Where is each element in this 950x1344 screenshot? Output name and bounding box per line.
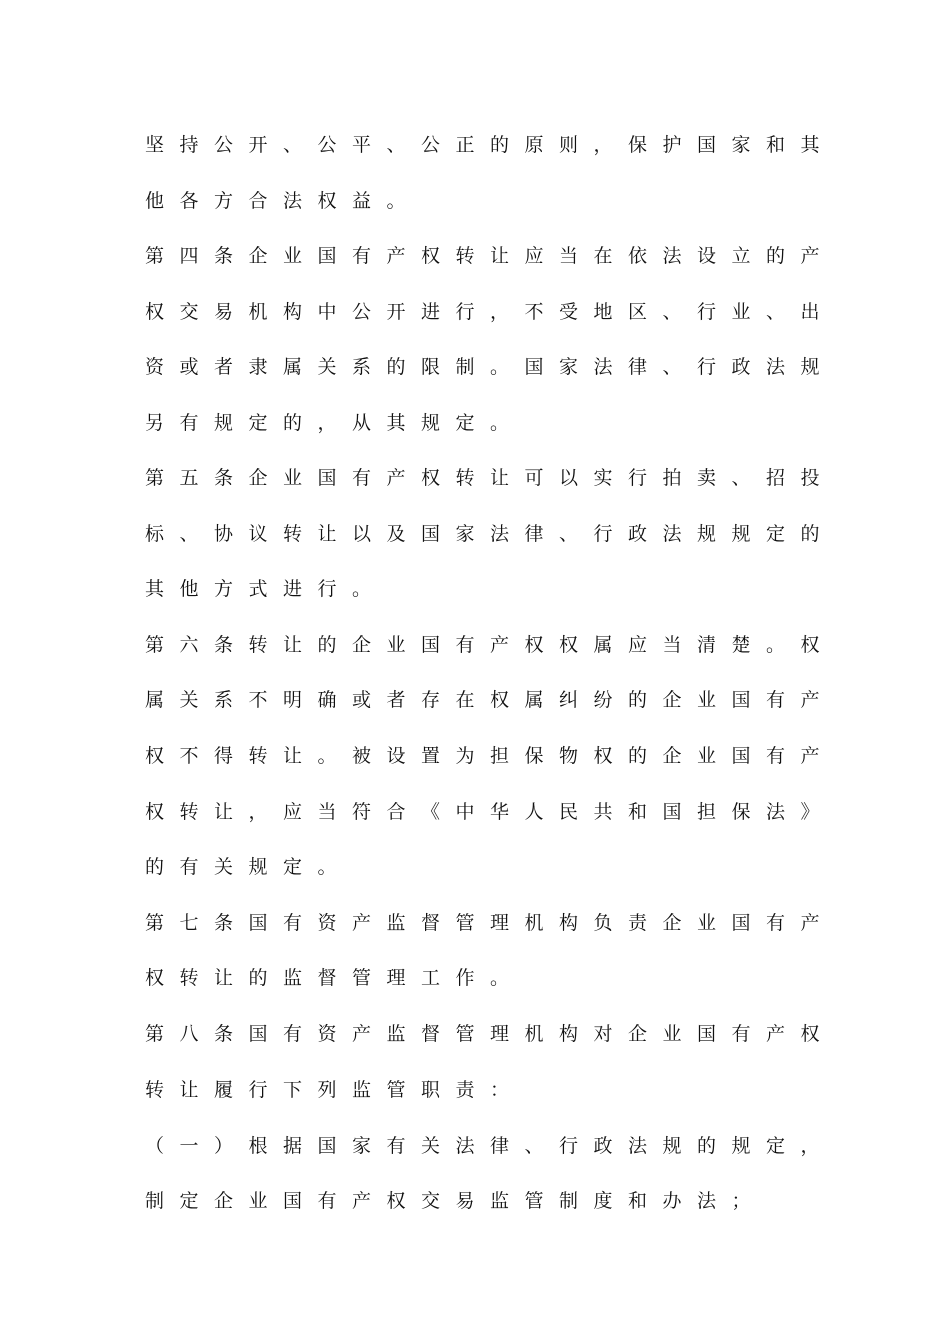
text-line: 第六条转让的企业国有产权权属应当清楚。权	[145, 634, 836, 656]
text-line: 标、协议转让以及国家法律、行政法规规定的	[145, 523, 836, 545]
text-line: 第五条企业国有产权转让可以实行拍卖、招投	[145, 467, 836, 489]
text-line: 转让履行下列监管职责：	[145, 1079, 525, 1101]
text-line: 第四条企业国有产权转让应当在依法设立的产	[145, 245, 836, 267]
text-line: 权不得转让。被设置为担保物权的企业国有产	[145, 745, 836, 767]
text-line: 坚持公开、公平、公正的原则，保护国家和其	[145, 134, 836, 156]
text-line: 第八条国有资产监督管理机构对企业国有产权	[145, 1023, 836, 1045]
text-line: （一）根据国家有关法律、行政法规的规定，	[145, 1135, 836, 1157]
text-line: 权转让，应当符合《中华人民共和国担保法》	[145, 801, 836, 823]
text-line: 资或者隶属关系的限制。国家法律、行政法规	[145, 356, 836, 378]
text-line: 其他方式进行。	[145, 578, 387, 600]
text-line: 另有规定的，从其规定。	[145, 412, 525, 434]
text-line: 制定企业国有产权交易监管制度和办法；	[145, 1190, 767, 1212]
text-line: 他各方合法权益。	[145, 190, 422, 212]
text-line: 的有关规定。	[145, 856, 353, 878]
text-line: 属关系不明确或者存在权属纠纷的企业国有产	[145, 689, 836, 711]
text-line: 权交易机构中公开进行，不受地区、行业、出	[145, 301, 836, 323]
text-line: 第七条国有资产监督管理机构负责企业国有产	[145, 912, 836, 934]
text-line: 权转让的监督管理工作。	[145, 967, 525, 989]
